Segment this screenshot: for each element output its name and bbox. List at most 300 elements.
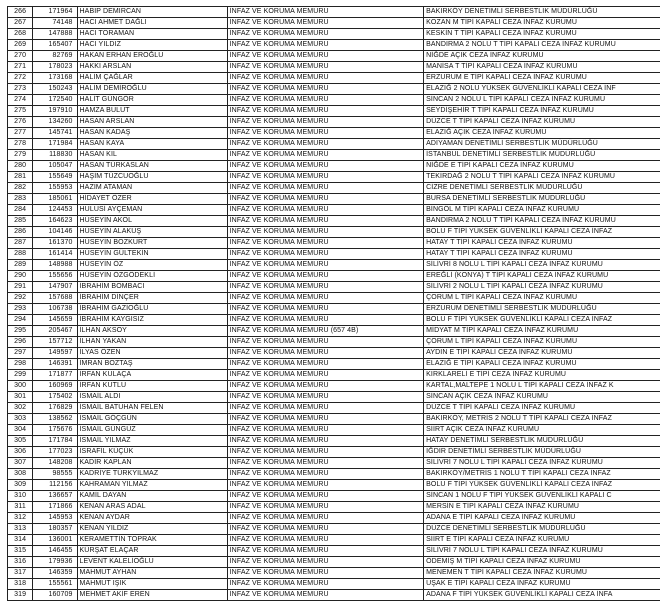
full-name-cell: İSMAİL GÜNGÜZ [77,425,227,436]
table-body [8,7,660,601]
institution-cell: SİİRT AÇIK CEZA İNFAZ KURUMU [424,425,660,436]
row-number-cell: 276 [8,117,33,128]
full-name-cell: İRFAN KULAÇA [77,370,227,381]
row-number-cell: 306 [8,447,33,458]
row-number-cell: 290 [8,271,33,282]
table-row [8,568,660,579]
table-row [8,293,660,304]
table-row [8,436,660,447]
registry-number-cell: 82769 [33,51,77,62]
full-name-cell: LEVENT KALELİOĞLU [77,557,227,568]
table-row [8,315,660,326]
full-name-cell: HÜSEYİN ÖZGÖDEKLİ [77,271,227,282]
full-name-cell: İBRAHİM KAYGISIZ [77,315,227,326]
row-number-cell: 288 [8,249,33,260]
institution-cell: MERSİN E TİPİ KAPALI CEZA İNFAZ KURUMU [424,502,660,513]
table-row [8,205,660,216]
table-row [8,579,660,590]
row-number-cell: 277 [8,128,33,139]
row-number-cell: 317 [8,568,33,579]
job-title-cell: İNFAZ VE KORUMA MEMURU [227,282,423,293]
registry-number-cell: 179936 [33,557,77,568]
registry-number-cell: 171866 [33,502,77,513]
registry-number-cell: 171964 [33,7,77,18]
registry-number-cell: 147907 [33,282,77,293]
job-title-cell: İNFAZ VE KORUMA MEMURU [227,227,423,238]
institution-cell: HATAY DENETİMLİ SERBESTLİK MÜDÜRLÜĞÜ [424,436,660,447]
row-number-cell: 301 [8,392,33,403]
institution-cell: İSTANBUL DENETİMLİ SERBESTLİK MÜDÜRLÜĞÜ [424,150,660,161]
job-title-cell: İNFAZ VE KORUMA MEMURU [227,249,423,260]
full-name-cell: KADİR KAPLAN [77,458,227,469]
registry-number-cell: 136001 [33,535,77,546]
table-row [8,128,660,139]
institution-cell: BOLU F TİPİ YÜKSEK GÜVENLİKLİ KAPALI CEZA İNFAZ [424,480,660,491]
full-name-cell: MAHMUT AYHAN [77,568,227,579]
registry-number-cell: 98555 [33,469,77,480]
table-row [8,271,660,282]
table-row [8,458,660,469]
row-number-cell: 300 [8,381,33,392]
job-title-cell: İNFAZ VE KORUMA MEMURU [227,205,423,216]
table-row [8,403,660,414]
institution-cell: SİLİVRİ 8 NOLU L TİPİ KAPALI CEZA İNFAZ KURUMU [424,260,660,271]
full-name-cell: HULUSİ AYÇEMAN [77,205,227,216]
row-number-cell: 315 [8,546,33,557]
table-row [8,117,660,128]
registry-number-cell: 124453 [33,205,77,216]
table-row [8,447,660,458]
full-name-cell: HALİT GÜNGÖR [77,95,227,106]
institution-cell: BANDIRMA 2 NOLU T TİPİ KAPALI CEZA İNFAZ KURUMU [424,216,660,227]
full-name-cell: HASAN TÜRKASLAN [77,161,227,172]
full-name-cell: HACI TORAMAN [77,29,227,40]
institution-cell: ELAZIĞ 2 NOLU YÜKSEK GÜVENLİKLİ KAPALI CEZA İNF [424,84,660,95]
full-name-cell: HASAN KAYA [77,139,227,150]
institution-cell: BOLU F TİPİ YÜKSEK GÜVENLİKLİ KAPALI CEZA İNFAZ [424,315,660,326]
institution-cell: ADANA E TİPİ KAPALI CEZA İNFAZ KURUMU [424,513,660,524]
institution-cell: MİDYAT M TİPİ KAPALI CEZA İNFAZ KURUMU [424,326,660,337]
row-number-cell: 298 [8,359,33,370]
institution-cell: BURSA DENETİMLİ SERBESTLİK MÜDÜRLÜĞÜ [424,194,660,205]
row-number-cell: 268 [8,29,33,40]
row-number-cell: 272 [8,73,33,84]
job-title-cell: İNFAZ VE KORUMA MEMURU [227,579,423,590]
job-title-cell: İNFAZ VE KORUMA MEMURU [227,106,423,117]
row-number-cell: 286 [8,227,33,238]
registry-number-cell: 155649 [33,172,77,183]
institution-cell: HATAY T TİPİ KAPALI CEZA İNFAZ KURUMU [424,238,660,249]
row-number-cell: 279 [8,150,33,161]
registry-number-cell: 146391 [33,359,77,370]
table-row [8,546,660,557]
full-name-cell: İSMAİL ALDI [77,392,227,403]
table-row [8,216,660,227]
job-title-cell: İNFAZ VE KORUMA MEMURU [227,172,423,183]
job-title-cell: İNFAZ VE KORUMA MEMURU [227,359,423,370]
table-row [8,469,660,480]
table-row [8,172,660,183]
institution-cell: SEYDİŞEHİR T TİPİ KAPALI CEZA İNFAZ KURUMU [424,106,660,117]
registry-number-cell: 148988 [33,260,77,271]
full-name-cell: HAKKI ARSLAN [77,62,227,73]
full-name-cell: KAMİL DAYAN [77,491,227,502]
job-title-cell: İNFAZ VE KORUMA MEMURU [227,62,423,73]
registry-number-cell: 145741 [33,128,77,139]
table-row [8,326,660,337]
institution-cell: ELAZIĞ E TİPİ KAPALI CEZA İNFAZ KURUMU [424,359,660,370]
full-name-cell: HAKAN ERHAN EROĞLU [77,51,227,62]
institution-cell: EREĞLİ (KONYA) T TİPİ KAPALI CEZA İNFAZ KURUMU [424,271,660,282]
row-number-cell: 274 [8,95,33,106]
institution-cell: DÜZCE T TİPİ KAPALI CEZA İNFAZ KURUMU [424,117,660,128]
full-name-cell: İMRAN BOZTAŞ [77,359,227,370]
institution-cell: ERZURUM E TİPİ KAPALI CEZA İNFAZ KURUMU [424,73,660,84]
registry-number-cell: 175402 [33,392,77,403]
table-row [8,7,660,18]
registry-number-cell: 134260 [33,117,77,128]
job-title-cell: İNFAZ VE KORUMA MEMURU [227,150,423,161]
full-name-cell: İLHAN YAKAN [77,337,227,348]
table-row [8,502,660,513]
registry-number-cell: 136657 [33,491,77,502]
row-number-cell: 287 [8,238,33,249]
row-number-cell: 313 [8,524,33,535]
row-number-cell: 266 [8,7,33,18]
full-name-cell: HASAN ARSLAN [77,117,227,128]
institution-cell: SİLİVRİ 2 NOLU L TİPİ KAPALI CEZA İNFAZ KURUMU [424,282,660,293]
institution-cell: BOLU F TİPİ YÜKSEK GÜVENLİKLİ KAPALI CEZA İNFAZ [424,227,660,238]
row-number-cell: 302 [8,403,33,414]
institution-cell: IĞDIR DENETİMLİ SERBESTLİK MÜDÜRLÜĞÜ [424,447,660,458]
full-name-cell: İBRAHİM BOMBACI [77,282,227,293]
job-title-cell: İNFAZ VE KORUMA MEMURU [227,381,423,392]
row-number-cell: 271 [8,62,33,73]
full-name-cell: HÜSEYİN BOZKURT [77,238,227,249]
registry-number-cell: 112156 [33,480,77,491]
institution-cell: ÇORUM L TİPİ KAPALI CEZA İNFAZ KURUMU [424,337,660,348]
row-number-cell: 275 [8,106,33,117]
registry-number-cell: 161370 [33,238,77,249]
registry-number-cell: 157712 [33,337,77,348]
table-row [8,106,660,117]
table-row [8,381,660,392]
registry-number-cell: 150243 [33,84,77,95]
job-title-cell: İNFAZ VE KORUMA MEMURU [227,29,423,40]
job-title-cell: İNFAZ VE KORUMA MEMURU [227,238,423,249]
registry-number-cell: 104146 [33,227,77,238]
table-row [8,73,660,84]
full-name-cell: KÜRŞAT ELAÇAR [77,546,227,557]
institution-cell: KOZAN M TİPİ KAPALI CEZA İNFAZ KURUMU [424,18,660,29]
row-number-cell: 292 [8,293,33,304]
row-number-cell: 309 [8,480,33,491]
job-title-cell: İNFAZ VE KORUMA MEMURU [227,337,423,348]
full-name-cell: İRFAN KUTLU [77,381,227,392]
row-number-cell: 304 [8,425,33,436]
institution-cell: KESKİN T TİPİ KAPALI CEZA İNFAZ KURUMU [424,29,660,40]
table-row [8,51,660,62]
table-row [8,150,660,161]
institution-cell: KARTAL,MALTEPE 1 NOLU L TİPİ KAPALI CEZA İNFAZ K [424,381,660,392]
table-row [8,227,660,238]
institution-cell: ERZURUM DENETİMLİ SERBESTLİK MÜDÜRLÜĞÜ [424,304,660,315]
job-title-cell: İNFAZ VE KORUMA MEMURU [227,414,423,425]
job-title-cell: İNFAZ VE KORUMA MEMURU [227,194,423,205]
row-number-cell: 283 [8,194,33,205]
row-number-cell: 297 [8,348,33,359]
registry-number-cell: 105047 [33,161,77,172]
institution-cell: DÜZCE T TİPİ KAPALI CEZA İNFAZ KURUMU [424,403,660,414]
full-name-cell: HAZIM ATAMAN [77,183,227,194]
registry-number-cell: 185061 [33,194,77,205]
job-title-cell: İNFAZ VE KORUMA MEMURU [227,469,423,480]
job-title-cell: İNFAZ VE KORUMA MEMURU [227,447,423,458]
row-number-cell: 316 [8,557,33,568]
full-name-cell: İLYAS ÖZEN [77,348,227,359]
full-name-cell: HÜSEYİN GÜLTEKİN [77,249,227,260]
table-row [8,62,660,73]
registry-number-cell: 171784 [33,436,77,447]
table-row [8,139,660,150]
registry-number-cell: 149597 [33,348,77,359]
full-name-cell: HÜSEYİN ÖZ [77,260,227,271]
institution-cell: NİĞDE AÇIK CEZA İNFAZ KURUMU [424,51,660,62]
table-row [8,425,660,436]
row-number-cell: 318 [8,579,33,590]
full-name-cell: HASAN KADAŞ [77,128,227,139]
job-title-cell: İNFAZ VE KORUMA MEMURU [227,557,423,568]
institution-cell: ADANA F TİPİ YÜKSEK GÜVENLİKLİ KAPALI CEZA İNFA [424,590,660,601]
registry-number-cell: 145953 [33,513,77,524]
institution-cell: MENEMEN T TİPİ KAPALI CEZA İNFAZ KURUMU [424,568,660,579]
row-number-cell: 305 [8,436,33,447]
institution-cell: KIRKLARELİ E TİPİ CEZA İNFAZ KURUMU [424,370,660,381]
table-row [8,491,660,502]
job-title-cell: İNFAZ VE KORUMA MEMURU [227,18,423,29]
row-number-cell: 319 [8,590,33,601]
full-name-cell: HASAN KIL [77,150,227,161]
row-number-cell: 278 [8,139,33,150]
table-row [8,84,660,95]
row-number-cell: 281 [8,172,33,183]
table-row [8,513,660,524]
full-name-cell: İSMAİL YILMAZ [77,436,227,447]
registry-number-cell: 155953 [33,183,77,194]
job-title-cell: İNFAZ VE KORUMA MEMURU [227,260,423,271]
job-title-cell: İNFAZ VE KORUMA MEMURU [227,513,423,524]
table-row [8,282,660,293]
row-number-cell: 310 [8,491,33,502]
full-name-cell: HİDAYET ÖZER [77,194,227,205]
job-title-cell: İNFAZ VE KORUMA MEMURU [227,95,423,106]
table-row [8,194,660,205]
institution-cell: HATAY T TİPİ KAPALI CEZA İNFAZ KURUMU [424,249,660,260]
table-row [8,18,660,29]
row-number-cell: 282 [8,183,33,194]
full-name-cell: İBRAHİM DİNÇER [77,293,227,304]
job-title-cell: İNFAZ VE KORUMA MEMURU [227,304,423,315]
row-number-cell: 284 [8,205,33,216]
job-title-cell: İNFAZ VE KORUMA MEMURU [227,590,423,601]
full-name-cell: MEHMET AKİF EREN [77,590,227,601]
job-title-cell: İNFAZ VE KORUMA MEMURU [227,293,423,304]
table-row [8,557,660,568]
registry-number-cell: 175676 [33,425,77,436]
table-row [8,392,660,403]
full-name-cell: KENAN ARAS ADAL [77,502,227,513]
full-name-cell: HACI YILDIZ [77,40,227,51]
table-row [8,414,660,425]
registry-number-cell: 180357 [33,524,77,535]
full-name-cell: HÜSEYİN AKOL [77,216,227,227]
table-row [8,249,660,260]
institution-cell: BİNGÖL M TİPİ KAPALI CEZA İNFAZ KURUMU [424,205,660,216]
job-title-cell: İNFAZ VE KORUMA MEMURU [227,425,423,436]
row-number-cell: 285 [8,216,33,227]
registry-number-cell: 157688 [33,293,77,304]
job-title-cell: İNFAZ VE KORUMA MEMURU [227,117,423,128]
registry-number-cell: 160969 [33,381,77,392]
table-row [8,524,660,535]
registry-number-cell: 155656 [33,271,77,282]
institution-cell: SİNCAN 2 NOLU L TİPİ KAPALI CEZA İNFAZ KURUMU [424,95,660,106]
job-title-cell: İNFAZ VE KORUMA MEMURU [227,51,423,62]
row-number-cell: 308 [8,469,33,480]
institution-cell: SİLİVRİ 7 NOLU L TİPİ KAPALI CEZA İNFAZ KURUMU [424,458,660,469]
row-number-cell: 294 [8,315,33,326]
institution-cell: CİZRE DENETİMLİ SERBESTLİK MÜDÜRLÜĞÜ [424,183,660,194]
full-name-cell: MAHMUT IŞIK [77,579,227,590]
institution-cell: AYDIN E TİPİ KAPALI CEZA İNFAZ KURUMU [424,348,660,359]
row-number-cell: 291 [8,282,33,293]
table-row [8,95,660,106]
job-title-cell: İNFAZ VE KORUMA MEMURU [227,139,423,150]
job-title-cell: İNFAZ VE KORUMA MEMURU [227,348,423,359]
table-row [8,370,660,381]
registry-number-cell: 145659 [33,315,77,326]
table-row [8,29,660,40]
row-number-cell: 311 [8,502,33,513]
registry-number-cell: 147888 [33,29,77,40]
table-row [8,480,660,491]
job-title-cell: İNFAZ VE KORUMA MEMURU [227,40,423,51]
row-number-cell: 269 [8,40,33,51]
table-row [8,359,660,370]
registry-number-cell: 172540 [33,95,77,106]
row-number-cell: 289 [8,260,33,271]
job-title-cell: İNFAZ VE KORUMA MEMURU [227,183,423,194]
full-name-cell: İLHAN AKSOY [77,326,227,337]
registry-number-cell: 165407 [33,40,77,51]
registry-number-cell: 161414 [33,249,77,260]
row-number-cell: 295 [8,326,33,337]
registry-number-cell: 171877 [33,370,77,381]
row-number-cell: 273 [8,84,33,95]
job-title-cell: İNFAZ VE KORUMA MEMURU (657 4B) [227,326,423,337]
job-title-cell: İNFAZ VE KORUMA MEMURU [227,73,423,84]
job-title-cell: İNFAZ VE KORUMA MEMURU [227,161,423,172]
registry-number-cell: 118830 [33,150,77,161]
registry-number-cell: 178023 [33,62,77,73]
full-name-cell: HALİM DEMİROĞLU [77,84,227,95]
full-name-cell: HACI AHMET DAĞLI [77,18,227,29]
registry-number-cell: 74148 [33,18,77,29]
job-title-cell: İNFAZ VE KORUMA MEMURU [227,546,423,557]
table-row [8,260,660,271]
registry-number-cell: 160709 [33,590,77,601]
full-name-cell: KENAN YILDIZ [77,524,227,535]
institution-cell: TEKİRDAĞ 2 NOLU T TİPİ KAPALI CEZA İNFAZ KURUMU [424,172,660,183]
job-title-cell: İNFAZ VE KORUMA MEMURU [227,568,423,579]
row-number-cell: 307 [8,458,33,469]
job-title-cell: İNFAZ VE KORUMA MEMURU [227,216,423,227]
registry-number-cell: 146455 [33,546,77,557]
job-title-cell: İNFAZ VE KORUMA MEMURU [227,403,423,414]
job-title-cell: İNFAZ VE KORUMA MEMURU [227,491,423,502]
institution-cell: ADIYAMAN DENETİMLİ SERBESTLİK MÜDÜRLÜĞÜ [424,139,660,150]
table-row [8,348,660,359]
job-title-cell: İNFAZ VE KORUMA MEMURU [227,128,423,139]
job-title-cell: İNFAZ VE KORUMA MEMURU [227,7,423,18]
job-title-cell: İNFAZ VE KORUMA MEMURU [227,392,423,403]
full-name-cell: İBRAHİM GAZİOĞLU [77,304,227,315]
row-number-cell: 293 [8,304,33,315]
job-title-cell: İNFAZ VE KORUMA MEMURU [227,370,423,381]
registry-number-cell: 164623 [33,216,77,227]
institution-cell: ELAZIĞ AÇIK CEZA İNFAZ KURUMU [424,128,660,139]
registry-number-cell: 171984 [33,139,77,150]
institution-cell: NİĞDE E TİPİ KAPALI CEZA İNFAZ KURUMU [424,161,660,172]
row-number-cell: 280 [8,161,33,172]
full-name-cell: HÜSEYİN ALAKUŞ [77,227,227,238]
job-title-cell: İNFAZ VE KORUMA MEMURU [227,271,423,282]
registry-number-cell: 148208 [33,458,77,469]
row-number-cell: 299 [8,370,33,381]
registry-number-cell: 146359 [33,568,77,579]
table-row [8,304,660,315]
institution-cell: BAKIRKÖY/METRİS 1 NOLU T TİPİ KAPALI CEZA İNFAZ [424,469,660,480]
registry-number-cell: 106738 [33,304,77,315]
table-row [8,183,660,194]
full-name-cell: İSMAİL BATUHAN FELEN [77,403,227,414]
institution-cell: MANİSA T TİPİ KAPALI CEZA İNFAZ KURUMU [424,62,660,73]
registry-number-cell: 176829 [33,403,77,414]
institution-cell: SİLİVRİ 7 NOLU L TİPİ KAPALI CEZA İNFAZ KURUMU [424,546,660,557]
full-name-cell: HAMZA BULUT [77,106,227,117]
table-row [8,590,660,601]
institution-cell: BAKIRKÖY, METRİS 2 NOLU T TİPİ KAPALI CEZA İNFAZ [424,414,660,425]
job-title-cell: İNFAZ VE KORUMA MEMURU [227,315,423,326]
full-name-cell: HABIP DEMIRCAN [77,7,227,18]
table-row [8,238,660,249]
institution-cell: UŞAK E TİPİ KAPALI CEZA İNFAZ KURUMU [424,579,660,590]
full-name-cell: HAŞİM TÜZCUOĞLU [77,172,227,183]
row-number-cell: 314 [8,535,33,546]
full-name-cell: KADRİYE TÜRKYILMAZ [77,469,227,480]
registry-number-cell: 197910 [33,106,77,117]
institution-cell: ÇORUM L TİPİ KAPALI CEZA İNFAZ KURUMU [424,293,660,304]
registry-number-cell: 138562 [33,414,77,425]
institution-cell: SİİRT E TİPİ KAPALI CEZA İNFAZ KURUMU [424,535,660,546]
row-number-cell: 267 [8,18,33,29]
job-title-cell: İNFAZ VE KORUMA MEMURU [227,524,423,535]
row-number-cell: 270 [8,51,33,62]
table-row [8,40,660,51]
full-name-cell: İSMAİL GÖÇGÜN [77,414,227,425]
institution-cell: SİNCAN 1 NOLU F TİPİ YÜKSEK GÜVENLİKLİ KAPALI C [424,491,660,502]
registry-number-cell: 173168 [33,73,77,84]
